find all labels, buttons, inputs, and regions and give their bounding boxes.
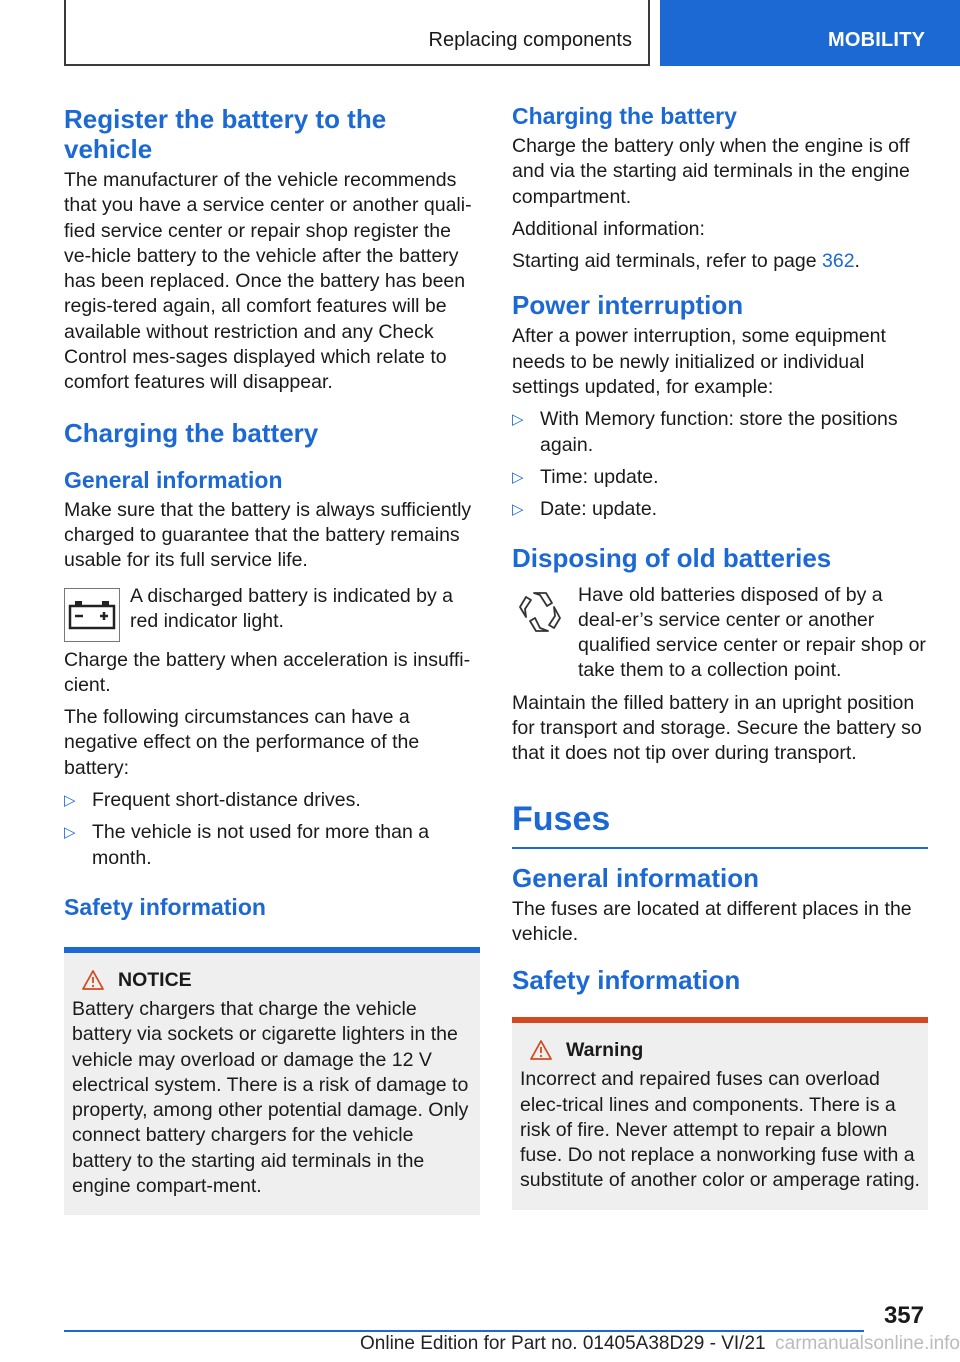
fuses-general-heading: General information <box>512 862 760 893</box>
triangle-bullet-icon: ▷ <box>512 468 524 486</box>
triangle-bullet-icon: ▷ <box>512 501 524 519</box>
list-item: ▷ With Memory function: store the positions again. <box>512 408 898 456</box>
list-item: ▷ Time: update. <box>512 465 928 490</box>
warning-box <box>512 1017 928 1209</box>
header-section-box <box>64 0 650 66</box>
indicator-paragraph: A discharged battery is indicated by a red indicator light. <box>130 584 454 632</box>
page-reference-link[interactable]: 362 <box>822 250 855 273</box>
circumstances-list <box>64 788 480 871</box>
charging-heading: Charging the battery <box>64 417 319 448</box>
warning-triangle-icon <box>82 970 104 990</box>
list-item: ▷ Date: update. <box>512 497 928 522</box>
fuses-safety-heading: Safety information <box>512 965 741 996</box>
safety-info-heading: Safety information <box>64 893 266 920</box>
left-column <box>64 100 480 1215</box>
maintain-paragraph: Maintain the filled battery in an upright position for transport and storage. Secure the battery so that it does not tip over during transport. <box>512 691 922 765</box>
header-tab-label: MOBILITY <box>828 29 926 51</box>
notice-text: Battery chargers that charge the vehicle battery via sockets or cigarette lighters in the vehicle may overload or damage the 12 V electrical system. There is a risk of damage to property, among other potential damage. Only connect battery chargers for the vehicle battery to the starting aid terminals in the engine compart-ment. <box>72 997 469 1198</box>
disposing-row <box>512 583 928 684</box>
battery-indicator-row <box>64 584 480 640</box>
disposing-paragraph: Have old batteries disposed of by a deal-er’s service center or another qualified service center or repair shop or take them to a collection point. <box>578 583 926 682</box>
fuses-general-paragraph: The fuses are located at different places in the vehicle. <box>512 897 912 945</box>
register-heading: Register the battery to the vehicle <box>64 104 387 164</box>
general-info-heading: General information <box>64 466 283 493</box>
triangle-bullet-icon: ▷ <box>64 824 76 842</box>
power-list <box>512 407 928 522</box>
general-info-paragraph: Make sure that the battery is always sufficiently charged to guarantee that the battery remains usable for its full service life. <box>64 498 472 572</box>
disposing-heading: Disposing of old batteries <box>512 542 832 573</box>
list-item: ▷ The vehicle is not used for more than a month. <box>64 821 430 869</box>
watermark: carmanualsonline.info <box>775 1333 960 1354</box>
footer-divider <box>64 1330 864 1332</box>
triangle-bullet-icon: ▷ <box>64 792 76 810</box>
battery-warning-icon <box>64 588 120 642</box>
triangle-bullet-icon: ▷ <box>512 411 524 429</box>
warning-title: Warning <box>520 1037 920 1063</box>
additional-info-label: Additional information: <box>512 217 705 240</box>
header-section-title: Replacing components <box>428 29 632 51</box>
page-number: 357 <box>883 1302 924 1329</box>
right-column <box>512 100 928 1210</box>
acceleration-paragraph: Charge the battery when acceleration is insuffi-cient. <box>64 648 471 696</box>
recycle-icon <box>514 585 566 641</box>
warning-triangle-icon <box>530 1040 552 1060</box>
warning-text: Incorrect and repaired fuses can overload elec-trical lines and components. There is a risk of fire. Never attempt to repair a blown fuse. Do not replace a nonworking fuse with a substitute of another color or amperage rating. <box>520 1068 920 1192</box>
power-interruption-heading: Power interruption <box>512 290 744 321</box>
list-item: ▷ Frequent short-distance drives. <box>64 788 480 813</box>
notice-box <box>64 947 480 1215</box>
fuses-heading: Fuses <box>512 799 928 849</box>
reference-paragraph: Starting aid terminals, refer to page 362. <box>512 250 860 273</box>
circumstances-paragraph: The following circumstances can have a negative effect on the performance of the battery: <box>64 706 420 779</box>
charging-paragraph: Charge the battery only when the engine is off and via the starting aid terminals in the engine compartment. <box>512 135 910 208</box>
power-paragraph: After a power interruption, some equipment needs to be newly initialized or individual settings updated, for example: <box>512 325 886 399</box>
notice-title: NOTICE <box>72 967 472 993</box>
register-paragraph: The manufacturer of the vehicle recommends that you have a service center or another quali-fied service center or repair shop register the ve-hicle battery to the vehicle after the battery has been replaced. Once the battery has been regis-tered again, all comfort features will be available without restriction and any Check Control mes-sages displayed which relate to comfort features will disappear. <box>64 169 472 394</box>
edition-text: Online Edition for Part no. 01405A38D29 - VI/21 <box>360 1333 766 1354</box>
header-tab-mobility[interactable] <box>660 0 960 66</box>
charging-heading-right: Charging the battery <box>512 103 737 129</box>
